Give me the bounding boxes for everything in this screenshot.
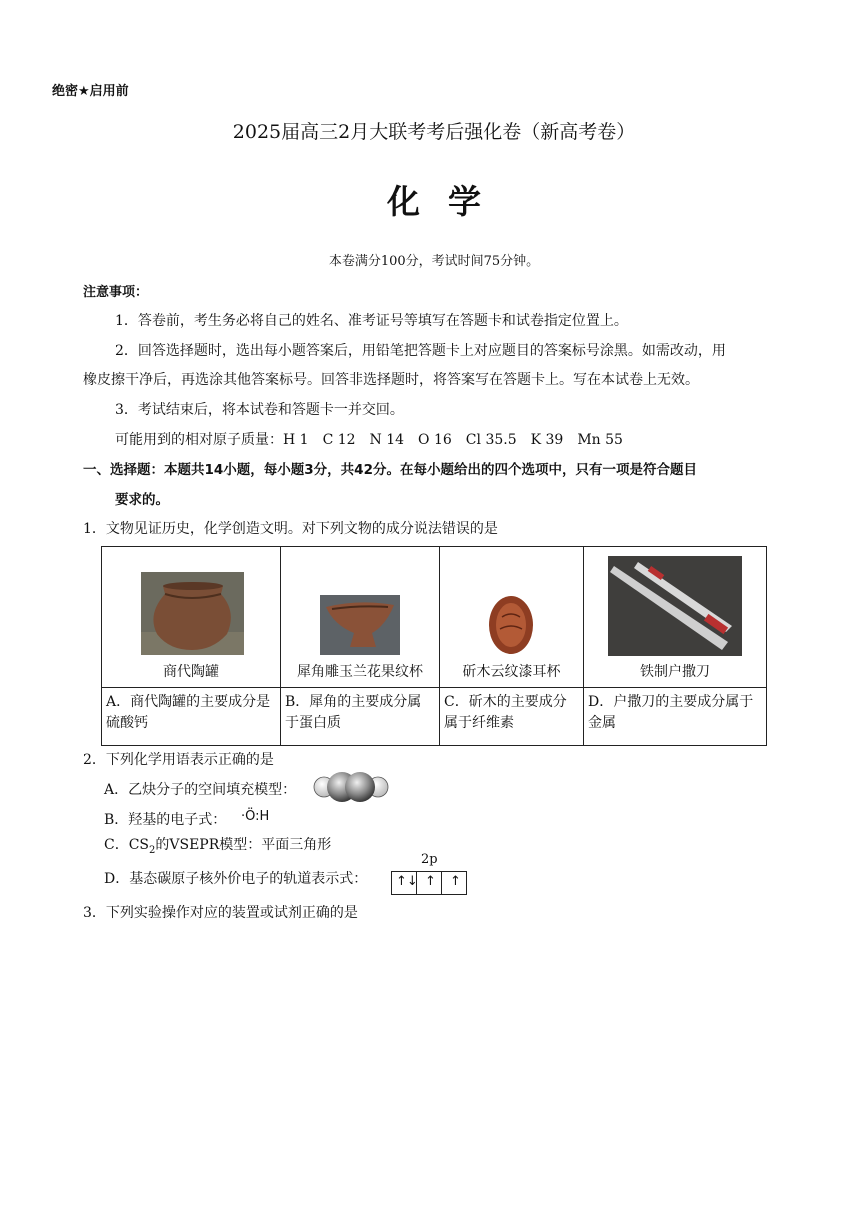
question-1-option-a: A．商代陶罐的主要成分是硫酸钙	[102, 688, 281, 746]
artifact-cell-pottery	[102, 547, 281, 688]
question-1-option-c: C．斫木的主要成分属于纤维素	[440, 688, 584, 746]
orbital-arrows-3: ↑	[450, 874, 461, 889]
pottery-jar-image	[141, 572, 244, 655]
note-item-2-line-2: 橡皮擦干净后，再选涂其他答案标号。回答非选择题时，将答案写在答题卡上。写在本试卷上无效。	[83, 372, 699, 388]
question-3-stem: 3．下列实验操作对应的装置或试剂正确的是	[83, 905, 358, 921]
caption-pottery: 商代陶罐	[163, 664, 219, 680]
question-2-stem: 2．下列化学用语表示正确的是	[83, 752, 274, 768]
question-2-option-d: D．基态碳原子核外价电子的轨道表示式：	[104, 871, 368, 887]
caption-cup: 犀角雕玉兰花果纹杯	[297, 664, 423, 680]
question-1-option-b: B．犀角的主要成分属于蛋白质	[281, 688, 440, 746]
subject-title: 化学	[387, 182, 509, 221]
orbital-arrows-2: ↑	[425, 874, 436, 889]
exam-title: 2025届高三2月大联考考后强化卷（新高考卷）	[232, 121, 636, 143]
caption-lacquer: 斫木云纹漆耳杯	[462, 664, 561, 680]
lacquer-cup-image	[488, 595, 534, 655]
exam-info: 本卷满分100分，考试时间75分钟。	[328, 254, 540, 269]
orbital-label: 2p	[421, 852, 438, 867]
question-2-option-a: A．乙炔分子的空间填充模型：	[104, 782, 297, 798]
section-1-heading: 一、选择题：本题共14小题，每小题3分，共42分。在每小题给出的四个选项中，只有一项是符合题目	[83, 462, 697, 478]
note-item-1: 1．答卷前，考生务必将自己的姓名、准考证号等填写在答题卡和试卷指定位置上。	[115, 313, 628, 329]
confidential-label: 绝密★启用前	[52, 84, 129, 99]
acetylene-model-image	[312, 771, 390, 803]
notes-heading: 注意事项：	[83, 285, 149, 300]
option-c-prefix: C．CS	[104, 837, 150, 853]
artifact-cell-lacquer	[440, 547, 584, 688]
orbital-box-1	[392, 872, 417, 894]
orbital-diagram	[391, 871, 467, 895]
knife-image	[608, 556, 742, 656]
note-item-3: 3．考试结束后，将本试卷和答题卡一并交回。	[115, 402, 404, 418]
hydroxyl-electron-formula: ·Ö:H	[241, 809, 270, 824]
orbital-box-3	[442, 872, 466, 894]
artifact-cell-knife	[584, 547, 767, 688]
question-1-option-d: D．户撒刀的主要成分属于金属	[584, 688, 767, 746]
question-2-option-b: B．羟基的电子式：	[104, 812, 227, 828]
note-item-2-line-1: 2．回答选择题时，选出每小题答案后，用铅笔把答题卡上对应题目的答案标号涂黑。如需改动，用	[115, 343, 726, 359]
option-c-subscript: 2	[149, 844, 156, 856]
rhino-horn-cup-image	[320, 595, 400, 655]
orbital-arrows-1: ↑↓	[396, 874, 418, 889]
atomic-masses: 可能用到的相对原子质量：H 1 C 12 N 14 O 16 Cl 35.5 K 39 Mn 55	[115, 432, 623, 448]
option-c-suffix: 的VSEPR模型：平面三角形	[155, 837, 332, 853]
section-1-heading-cont: 要求的。	[115, 492, 169, 508]
artifact-cell-cup	[281, 547, 440, 688]
question-1-stem: 1．文物见证历史，化学创造文明。对下列文物的成分说法错误的是	[83, 521, 498, 537]
orbital-box-2	[417, 872, 442, 894]
caption-knife: 铁制户撒刀	[640, 664, 710, 680]
question-1-table	[101, 546, 767, 746]
question-2-option-c	[104, 834, 331, 856]
